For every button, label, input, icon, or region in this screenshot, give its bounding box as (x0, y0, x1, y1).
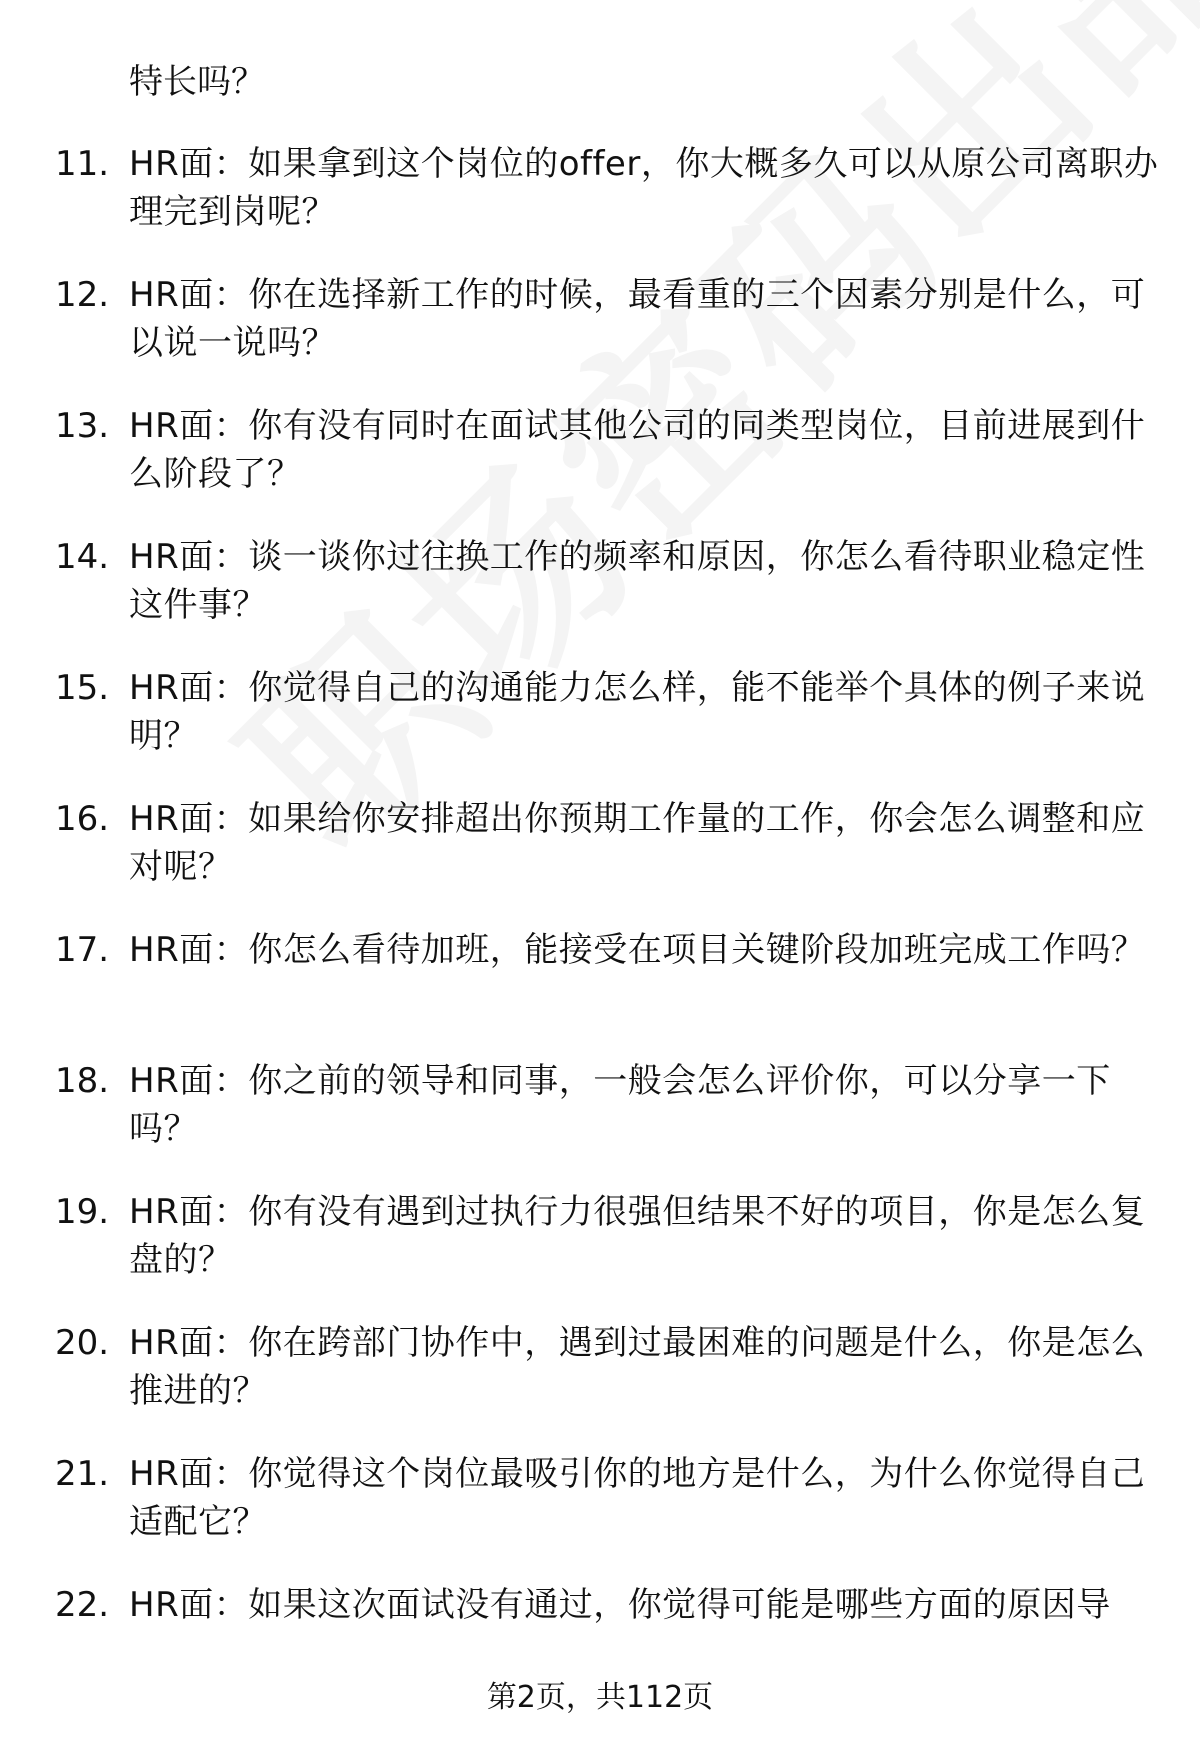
question-item (0, 271, 1200, 402)
question-text: HR面：你觉得这个岗位最吸引你的地方是什么，为什么你觉得自己适配它？ (129, 1454, 1146, 1542)
question-list (0, 140, 1200, 1712)
question-text: HR面：你怎么看待加班，能接受在项目关键阶段加班完成工作吗？ (129, 930, 1146, 970)
question-text: HR面：如果给你安排超出你预期工作量的工作，你会怎么调整和应对呢？ (129, 799, 1146, 887)
question-item (0, 1319, 1200, 1450)
question-text: HR面：你在跨部门协作中，遇到过最困难的问题是什么，你是怎么推进的？ (129, 1323, 1146, 1411)
question-item (0, 664, 1200, 795)
continued-question-text: 特长吗？ (129, 62, 265, 102)
question-number: 13. (55, 406, 110, 446)
question-text: HR面：你觉得自己的沟通能力怎么样，能不能举个具体的例子来说明？ (129, 668, 1146, 756)
question-number: 16. (55, 799, 110, 839)
question-number: 21. (55, 1454, 110, 1494)
question-number: 18. (55, 1061, 110, 1101)
question-item (0, 795, 1200, 926)
question-number: 11. (55, 144, 110, 184)
question-number: 14. (55, 537, 110, 577)
question-item (0, 140, 1200, 271)
question-number: 20. (55, 1323, 110, 1363)
question-text: HR面：你之前的领导和同事，一般会怎么评价你，可以分享一下吗？ (129, 1061, 1111, 1149)
question-item (0, 1057, 1200, 1188)
question-item (0, 1188, 1200, 1319)
question-text: HR面：如果拿到这个岗位的offer，你大概多久可以从原公司离职办理完到岗呢？ (129, 144, 1159, 232)
question-number: 15. (55, 668, 110, 708)
question-number: 12. (55, 275, 110, 315)
question-number: 17. (55, 930, 110, 970)
question-text: HR面：你有没有同时在面试其他公司的同类型岗位，目前进展到什么阶段了？ (129, 406, 1146, 494)
question-number: 22. (55, 1585, 110, 1625)
question-item (0, 402, 1200, 533)
question-text: HR面：你在选择新工作的时候，最看重的三个因素分别是什么，可以说一说吗？ (129, 275, 1146, 363)
question-text: HR面：如果这次面试没有通过，你觉得可能是哪些方面的原因导 (129, 1585, 1111, 1625)
question-item (0, 1450, 1200, 1581)
question-item (0, 926, 1200, 1057)
page-number-footer: 第2页，共112页 (486, 1680, 714, 1715)
question-text: HR面：谈一谈你过往换工作的频率和原因，你怎么看待职业稳定性这件事？ (129, 537, 1146, 625)
question-text: HR面：你有没有遇到过执行力很强但结果不好的项目，你是怎么复盘的？ (129, 1192, 1146, 1280)
question-item (0, 533, 1200, 664)
question-number: 19. (55, 1192, 110, 1232)
